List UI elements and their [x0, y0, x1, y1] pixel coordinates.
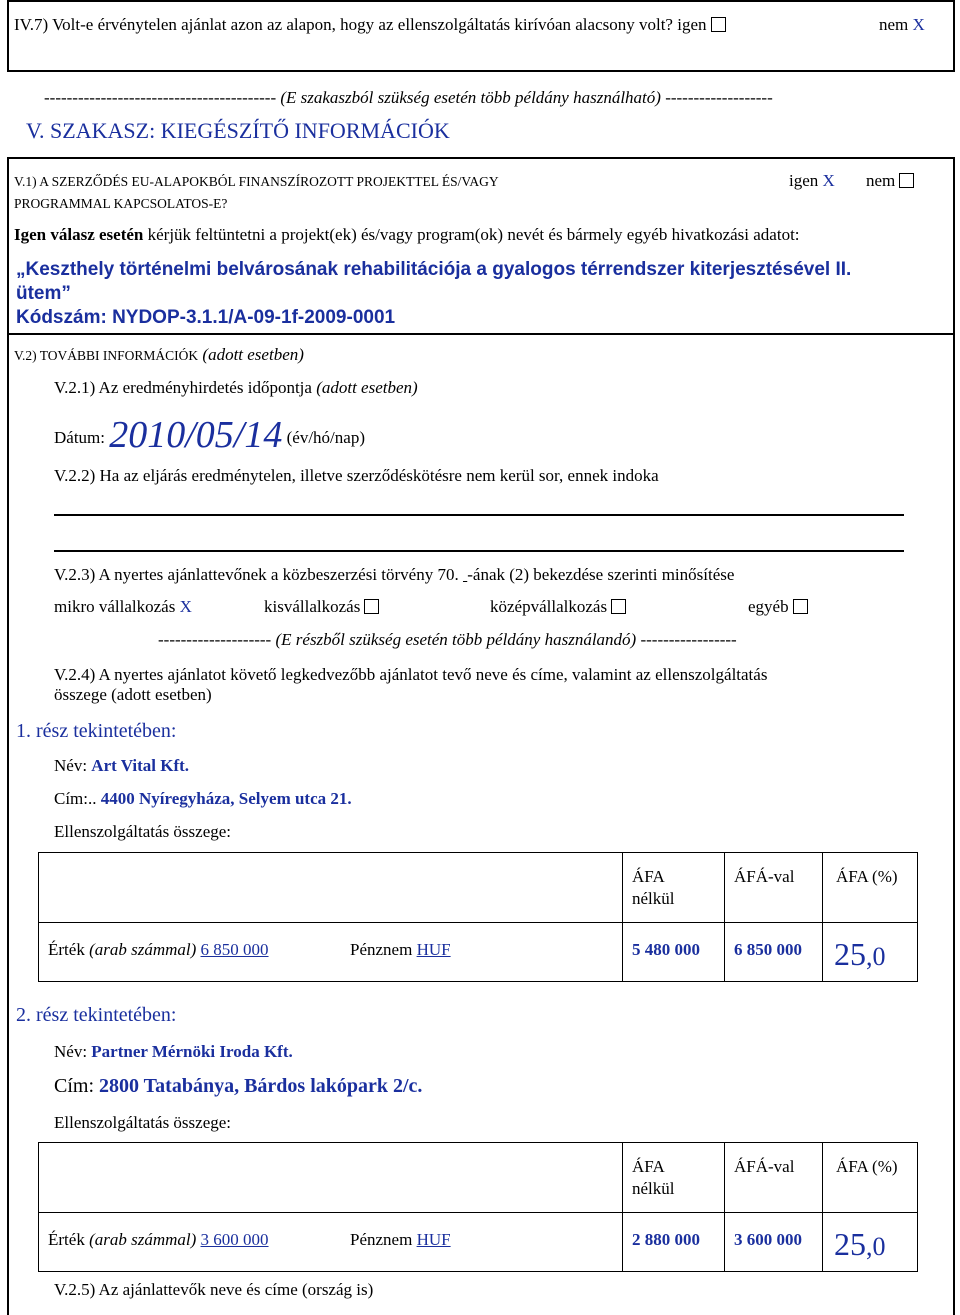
- part1-vat-value: [834, 938, 886, 970]
- v24-note: (adott esetben): [111, 685, 212, 704]
- part2-currency: HUF: [416, 1230, 451, 1249]
- part2-col-gross: ÁFÁ-val: [734, 1157, 795, 1176]
- separator-2: [158, 631, 737, 648]
- part2-currency-row: [350, 1231, 451, 1248]
- separator-1: [44, 89, 773, 106]
- v2-title-text: V.2) TOVÁBBI INFORMÁCIÓK: [14, 348, 199, 363]
- part2-amount-label: Ellenszolgáltatás összege:: [54, 1113, 232, 1132]
- v21-date-row: [54, 416, 365, 454]
- part1-address-row: [54, 790, 352, 807]
- part2-name-row: [54, 1043, 293, 1060]
- date-value: 2010/05/14: [109, 414, 283, 456]
- v23-title-b: -ának (2) bekezdése szerinti minősítése: [467, 565, 735, 584]
- part2-address-value: 2800 Tatabánya, Bárdos lakópark 2/c.: [99, 1075, 423, 1097]
- v1-question-line2: PROGRAMMAL KAPCSOLATOS-E?: [14, 196, 228, 211]
- v24-title-b: összege: [54, 685, 107, 704]
- iv7-igen-checkbox[interactable]: [711, 17, 726, 32]
- v1-nem-label: nem: [866, 171, 896, 190]
- part2-ertek-label: Érték: [48, 1230, 85, 1249]
- iv7-nem-mark[interactable]: X: [912, 15, 925, 34]
- kozep-option: [490, 598, 626, 615]
- v1-igen-option: [789, 172, 835, 189]
- v21-title: [54, 379, 418, 396]
- part1-name-value: Art Vital Kft.: [91, 756, 190, 775]
- v23-title: [54, 566, 734, 583]
- part1-address-value: 4400 Nyíregyháza, Selyem utca 21.: [100, 789, 352, 808]
- v22-answer-line-1[interactable]: [54, 514, 904, 516]
- egyeb-label: egyéb: [748, 597, 789, 616]
- v1-igen-mark[interactable]: X: [822, 171, 835, 190]
- separator-1-dashes-left: -----------------------------------------: [44, 88, 277, 107]
- part1-col-net: ÁFA: [632, 867, 665, 886]
- part1-ertek-value: 6 850 000: [200, 940, 269, 959]
- kozep-checkbox[interactable]: [611, 599, 626, 614]
- part2-penznem-label: Pénznem: [350, 1230, 413, 1249]
- egyeb-option: [748, 598, 808, 615]
- part2-name-label: Név:: [54, 1042, 88, 1061]
- part1-name-row: [54, 757, 189, 774]
- part2-address-row: [54, 1076, 422, 1096]
- v22-title: V.2.2) Ha az eljárás eredménytelen, illetve szerződéskötésre nem kerül sor, ennek indoka: [54, 466, 659, 485]
- separator-1-dashes-right: -------------------: [665, 88, 773, 107]
- mikro-option: [54, 598, 192, 615]
- part1-penznem-label: Pénznem: [350, 940, 413, 959]
- v1-nem-checkbox[interactable]: [899, 173, 914, 188]
- v1-instruction-bold: Igen válasz esetén: [14, 225, 144, 244]
- part2-gross-value: 3 600 000: [734, 1230, 802, 1249]
- v21-title-note: (adott esetben): [316, 378, 418, 397]
- v22-answer-line-2[interactable]: [54, 550, 904, 552]
- part2-value-row: [48, 1231, 269, 1248]
- part2-net-value: 2 880 000: [632, 1230, 700, 1249]
- part1-col-vat: ÁFA (%): [836, 867, 898, 886]
- part2-address-label: Cím:: [54, 1075, 95, 1097]
- mikro-mark[interactable]: X: [179, 597, 192, 616]
- section-title: V. SZAKASZ: KIEGÉSZÍTŐ INFORMÁCIÓK: [26, 118, 450, 143]
- part1-name-label: Név:: [54, 756, 88, 775]
- part2-col-net: ÁFA: [632, 1157, 665, 1176]
- iv7-question-row: [14, 16, 726, 33]
- part1-ertek-note: (arab számmal): [89, 940, 197, 959]
- iv7-nem-label: nem: [879, 15, 909, 34]
- part2-col-vat: ÁFA (%): [836, 1157, 898, 1176]
- separator-2-right: -----------------: [640, 630, 737, 649]
- part1-heading: 1. rész tekintetében:: [16, 720, 177, 742]
- iv7-question: IV.7) Volt-e érvénytelen ajánlat azon az alapon, hogy az ellenszolgáltatás kirívóan alacsony volt?: [14, 15, 673, 34]
- part2-vat-dec: ,0: [866, 1232, 886, 1261]
- part1-col-gross: ÁFÁ-val: [734, 867, 795, 886]
- kis-label: kisvállalkozás: [264, 597, 361, 616]
- kis-checkbox[interactable]: [364, 599, 379, 614]
- v1-instruction-rest: kérjük feltüntetni a projekt(ek) és/vagy program(ok) nevét és bármely egyéb hivatkozási adatot:: [147, 225, 800, 244]
- part2-vat-value: [834, 1228, 886, 1260]
- iv7-nem-option: [879, 16, 925, 33]
- date-format: (év/hó/nap): [286, 428, 365, 447]
- v2-title-note: (adott esetben): [202, 345, 304, 364]
- date-label: Dátum:: [54, 428, 105, 447]
- kis-option: [264, 598, 379, 615]
- v1-instruction: [14, 226, 800, 243]
- part2-ertek-value: 3 600 000: [200, 1230, 269, 1249]
- part1-net-value: 5 480 000: [632, 940, 700, 959]
- part1-ertek-label: Érték: [48, 940, 85, 959]
- mikro-label: mikro vállalkozás: [54, 597, 176, 616]
- v1-nem-option: [866, 172, 914, 189]
- v1-question-line1: V.1) A SZERZŐDÉS EU-ALAPOKBÓL FINANSZÍROZOTT PROJEKTTEL ÉS/VAGY: [14, 174, 499, 189]
- v1-project-name-line1: „Keszthely történelmi belvárosának rehabilitációja a gyalogos térrendszer kiterjesztésével II.: [16, 259, 852, 280]
- v2-title: [14, 346, 304, 363]
- part2-heading: 2. rész tekintetében:: [16, 1004, 177, 1026]
- v1-igen-label: igen: [789, 171, 819, 190]
- part2-vat-int: 25: [834, 1226, 866, 1262]
- part1-vat-dec: ,0: [866, 942, 886, 971]
- separator-2-left: --------------------: [158, 630, 272, 649]
- part1-gross-value: 6 850 000: [734, 940, 802, 959]
- part1-currency: HUF: [416, 940, 451, 959]
- egyeb-checkbox[interactable]: [793, 599, 808, 614]
- part1-amount-label: Ellenszolgáltatás összege:: [54, 822, 232, 841]
- part1-value-row: [48, 941, 269, 958]
- part1-col-net-b: nélkül: [632, 889, 675, 908]
- part2-name-value: Partner Mérnöki Iroda Kft.: [91, 1042, 293, 1061]
- part1-vat-int: 25: [834, 936, 866, 972]
- part2-ertek-note: (arab számmal): [89, 1230, 197, 1249]
- separator-1-text: (E szakaszból szükség esetén több példány használható): [280, 88, 661, 107]
- iv7-igen-label: igen: [677, 15, 707, 34]
- part1-address-label: Cím:..: [54, 789, 97, 808]
- v24-title-line1: V.2.4) A nyertes ajánlatot követő legkedvezőbb ajánlatot tevő neve és címe, valamint az ellenszolgáltatás: [54, 665, 768, 684]
- kozep-label: középvállalkozás: [490, 597, 608, 616]
- v1-project-code: Kódszám: NYDOP-3.1.1/A-09-1f-2009-0001: [16, 307, 396, 328]
- separator-2-text: (E részből szükség esetén több példány használandó): [275, 630, 637, 649]
- v21-title-text: V.2.1) Az eredményhirdetés időpontja: [54, 378, 312, 397]
- part1-currency-row: [350, 941, 451, 958]
- v23-title-a: V.2.3) A nyertes ajánlattevőnek a közbeszerzési törvény 70.: [54, 565, 459, 584]
- v24-title-line2: [54, 686, 212, 703]
- v25-title: V.2.5) Az ajánlattevők neve és címe (ország is): [54, 1280, 374, 1299]
- v1-project-name-line2: ütem”: [16, 283, 71, 304]
- part2-col-net-b: nélkül: [632, 1179, 675, 1198]
